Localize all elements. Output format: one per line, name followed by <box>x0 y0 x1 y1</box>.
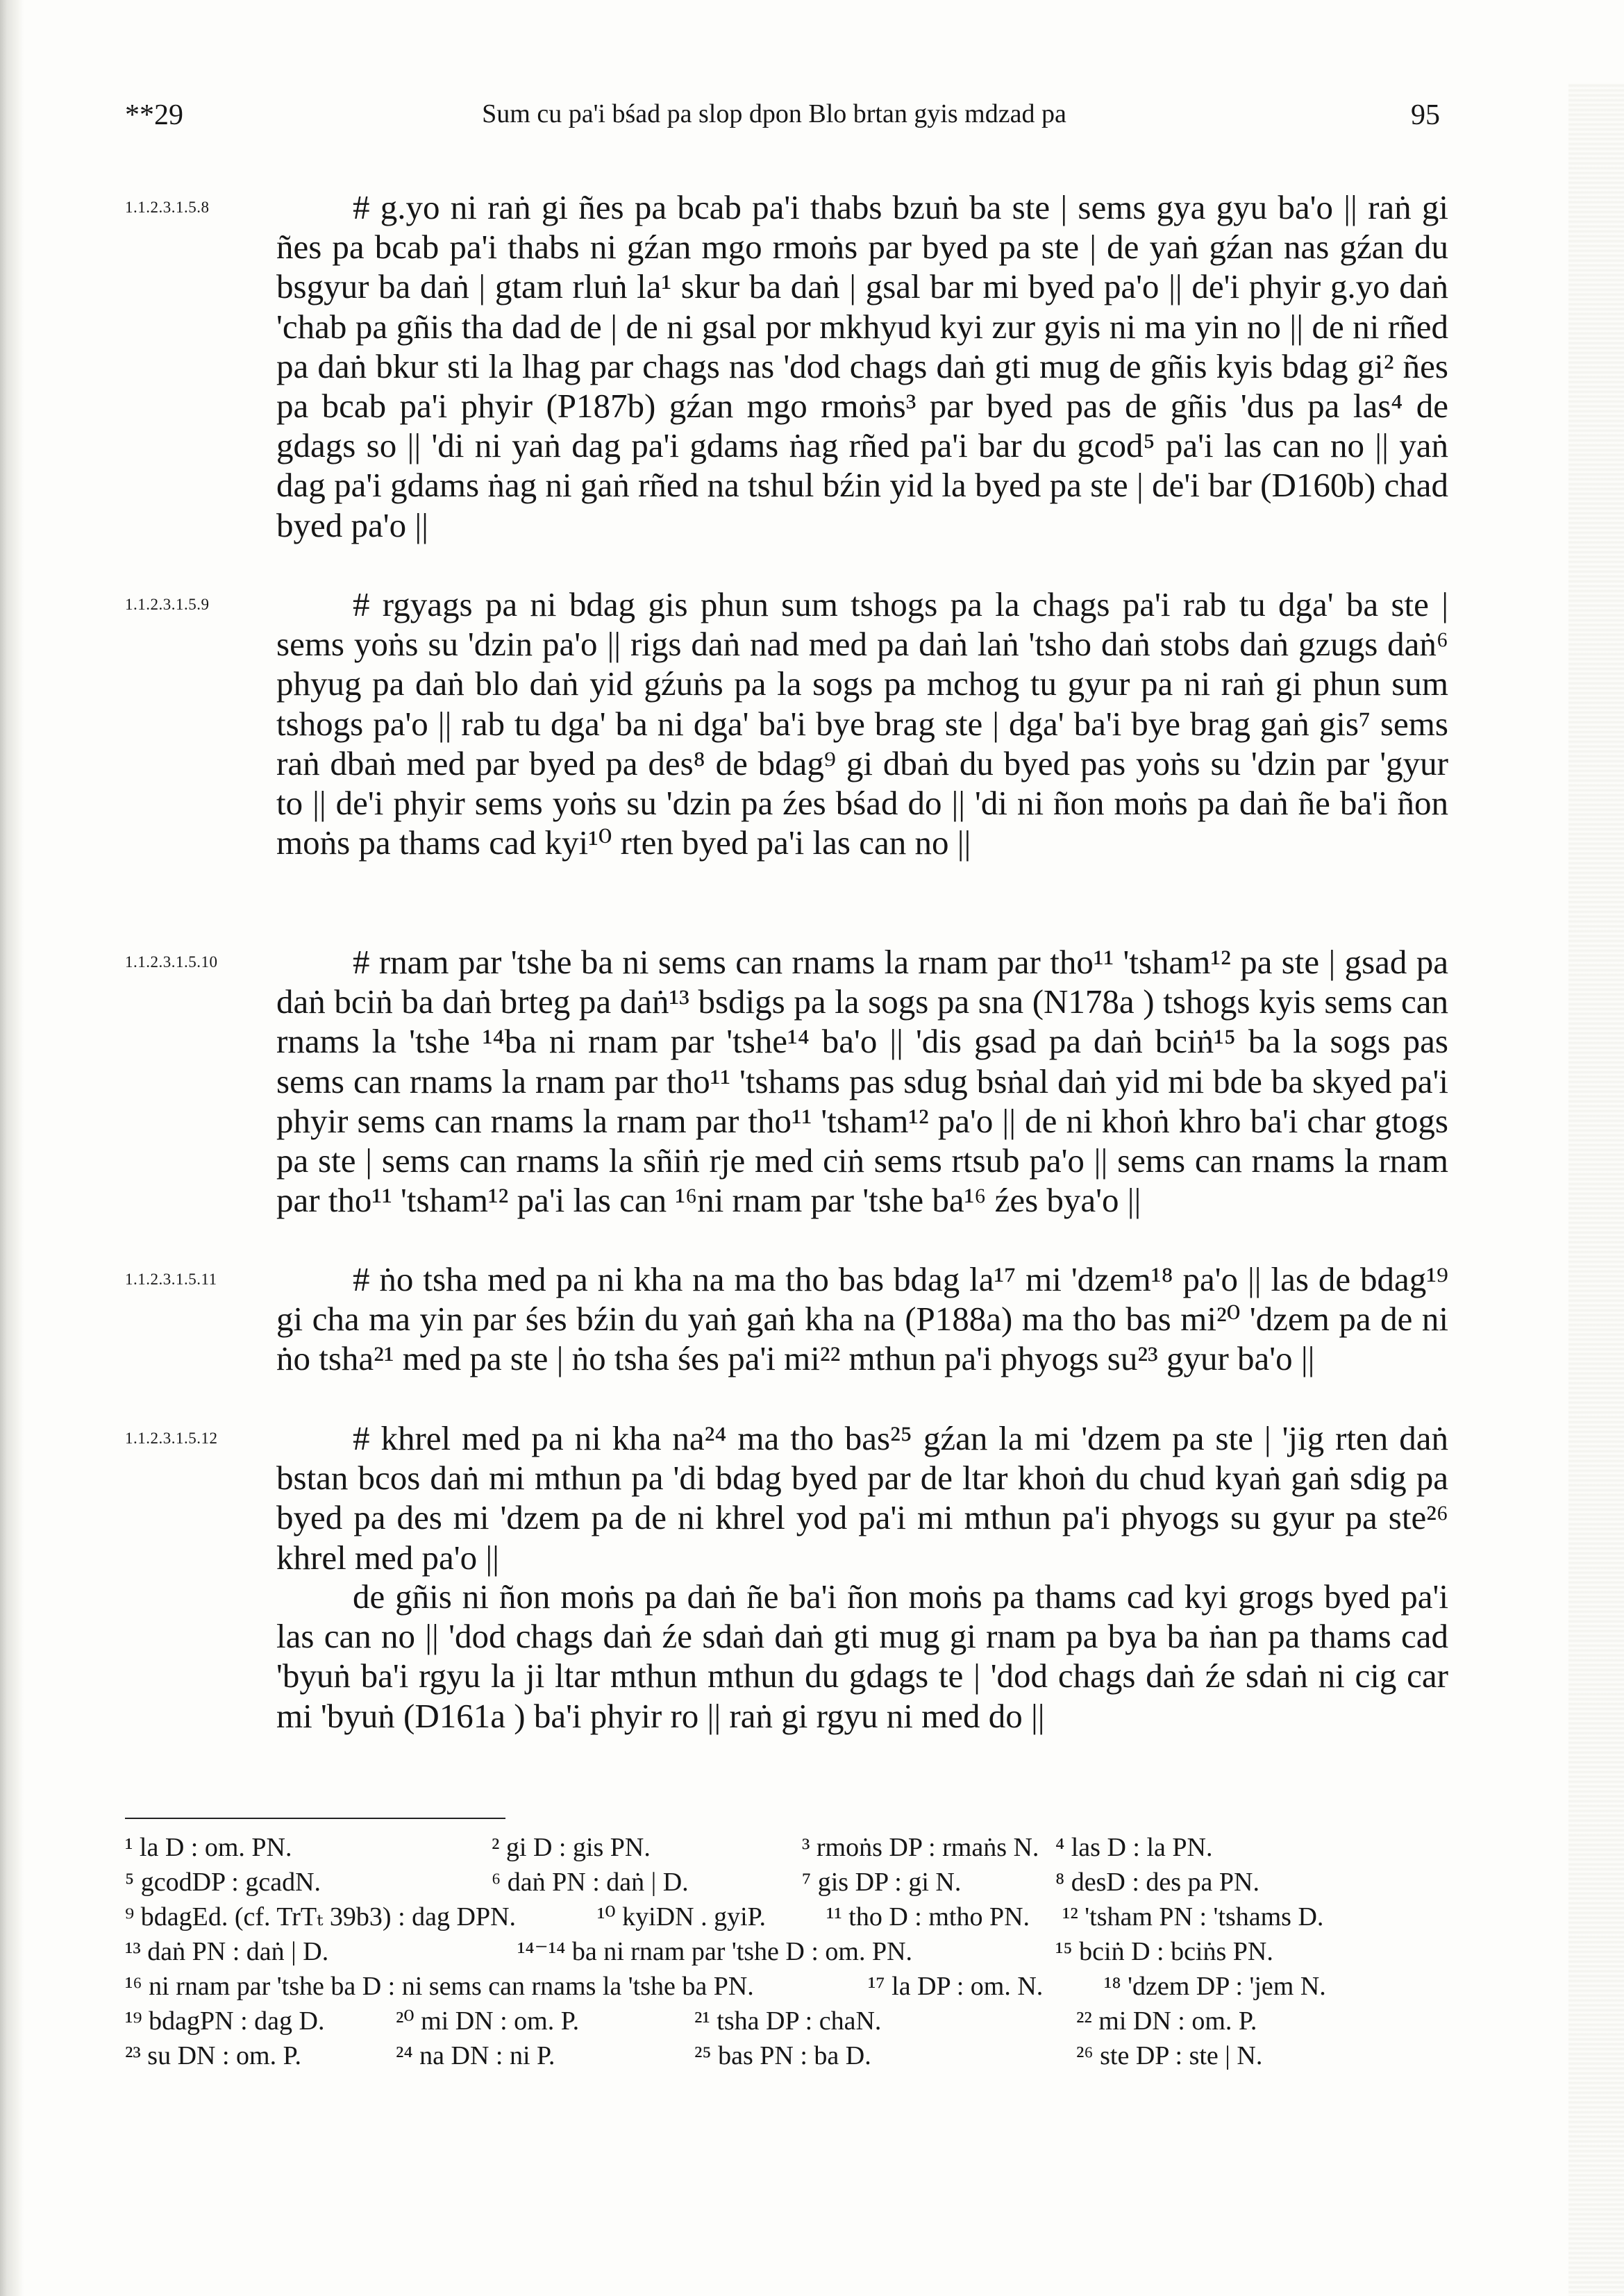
section-number: 1.1.2.3.1.5.8 <box>125 199 210 216</box>
paragraph-text: # g.yo ni raṅ gi ñes pa bcab pa'i thabs bzuṅ ba ste | sems gya gyu ba'o || raṅ gi ñes pa bcab pa'i thabs ni gźan mgo rmoṅs par byed pa ste | de yaṅ gźan nas gźan du bsgyur ba daṅ | gtam rluṅ la¹ skur ba daṅ | gsal bar mi byed pa'o || de'i phyir g.yo daṅ 'chab pa gñis tha dad de | de ni gsal por mkhyud kyi zur gyis ni ma yin no || de ni rñed pa daṅ bkur sti la lhag par chags nas 'dod chags daṅ gti mug de gñis kyis bdag gi² ñes pa bcab pa'i phyir (P187b) gźan mgo rmoṅs³ par byed pas de gñis 'dus pa las⁴ de gdags so || 'di ni yaṅ dag pa'i gdams ṅag rñed pa'i bar du gcod⁵ pa'i las can no || yaṅ dag pa'i gdams ṅag ni gaṅ rñed na tshul bźin yid la byed pa ste | de'i bar (D160b) chad byed pa'o || <box>276 188 1448 544</box>
section-paragraph <box>276 942 1448 1220</box>
footnotes <box>125 1830 1437 2073</box>
paragraph-text: # rnam par 'tshe ba ni sems can rnams la rnam par tho¹¹ 'tsham¹² pa ste | gsad pa daṅ bciṅ ba daṅ brteg pa daṅ¹³ bsdigs pa la sogs pa sna (N178a ) tshogs kyis sems can rnams la 'tshe ¹⁴ba ni rnam par 'tshe¹⁴ ba'o || 'dis gsad pa daṅ bciṅ¹⁵ ba la sogs pas sems can rnams la rnam par tho¹¹ 'tshams pas sdug bsṅal daṅ yid mi bde ba skyed pa'i phyir sems can rnams la rnam par tho¹¹ 'tsham¹² pa'o || de ni khoṅ khro ba'i char gtogs pa ste | sems can rnams la sñiṅ rje med ciṅ sems rtsub pa'o || sems can rnams la rnam par tho¹¹ 'tsham¹² pa'i las can ¹⁶ni rnam par 'tshe ba¹⁶ źes bya'o || <box>276 943 1448 1220</box>
footnote: ¹³ daṅ PN : daṅ | D. <box>125 1937 329 1966</box>
paragraph-text: # rgyags pa ni bdag gis phun sum tshogs pa la chags pa'i rab tu dga' ba ste | sems yoṅs su 'dzin pa'o || rigs daṅ nad med pa daṅ laṅ 'tsho daṅ stobs daṅ gzugs daṅ⁶ phyug pa daṅ blo daṅ yid gźuṅs pa la sogs pa mchog tu gyur pa ni raṅ gi phun sum tshogs pa'o || rab tu dga' ba ni dga' ba'i bye brag ste | dga' ba'i bye brag gaṅ gis⁷ sems raṅ dbaṅ med par byed pa des⁸ de bdag⁹ gi dbaṅ du byed pas yoṅs su 'dzin par 'gyur to || de'i phyir sems yoṅs su 'dzin pa źes bśad do || 'di ni ñon moṅs pa daṅ ñe ba'i ñon moṅs pa thams cad kyi¹⁰ rten byed pa'i las can no || <box>276 585 1448 862</box>
footnote: ¹² 'tsham PN : 'tshams D. <box>1062 1902 1324 1932</box>
section-number: 1.1.2.3.1.5.10 <box>125 953 218 971</box>
footnote: ¹¹ tho D : mtho PN. <box>826 1902 1030 1932</box>
footnote: ¹⁴⁻¹⁴ ba ni rnam par 'tshe D : om. PN. <box>517 1937 913 1966</box>
footnote: ¹⁸ 'dzem DP : 'jem N. <box>1104 1972 1326 2001</box>
footnote: ⁷ gis DP : gi N. <box>802 1868 962 1897</box>
section-paragraph <box>276 585 1448 862</box>
footnote: ¹⁶ ni rnam par 'tshe ba D : ni sems can rnams la 'tshe ba PN. <box>125 1972 754 2001</box>
folio-marker: **29 <box>125 99 183 131</box>
footnote: ³ rmoṅs DP : rmaṅs N. <box>802 1833 1039 1862</box>
footnote-row <box>125 1969 1437 2004</box>
section-number: 1.1.2.3.1.5.12 <box>125 1430 218 1447</box>
scan-right-edge <box>1568 83 1624 2296</box>
footnote-row <box>125 1865 1437 1900</box>
footnote-row <box>125 1934 1437 1969</box>
footnote-rule <box>125 1818 505 1819</box>
section-paragraph <box>276 187 1448 545</box>
footnote-row <box>125 2038 1437 2073</box>
closing-paragraph <box>276 1577 1448 1736</box>
page-number: 95 <box>1411 99 1440 131</box>
footnote: ⁵ gcodDP : gcadN. <box>125 1868 321 1897</box>
footnote: ²¹ tsha DP : chaN. <box>694 2006 882 2036</box>
footnote: ²⁰ mi DN : om. P. <box>396 2006 580 2036</box>
section-number: 1.1.2.3.1.5.9 <box>125 596 210 613</box>
footnote: ²⁶ ste DP : ste | N. <box>1076 2041 1263 2070</box>
footnote: ²⁴ na DN : ni P. <box>396 2041 555 2070</box>
section-number: 1.1.2.3.1.5.11 <box>125 1271 217 1288</box>
section-paragraph <box>276 1259 1448 1379</box>
footnote-row <box>125 1830 1437 1865</box>
footnote: ⁶ daṅ PN : daṅ | D. <box>492 1868 689 1897</box>
footnote: ¹ la D : om. PN. <box>125 1833 292 1862</box>
footnote: ⁹ bdagEd. (cf. TrTₜ 39b3) : dag DPN. <box>125 1902 517 1932</box>
footnote: ²⁵ bas PN : ba D. <box>694 2041 871 2070</box>
footnote: ² gi D : gis PN. <box>492 1833 651 1862</box>
footnote-row <box>125 1900 1437 1934</box>
footnote-row <box>125 2004 1437 2038</box>
footnote: ²² mi DN : om. P. <box>1076 2006 1257 2036</box>
section-paragraph <box>276 1418 1448 1577</box>
footnote: ⁴ las D : la PN. <box>1055 1833 1213 1862</box>
footnote: ¹⁹ bdagPN : dag D. <box>125 2006 325 2036</box>
footnote: ²³ su DN : om. P. <box>125 2041 301 2070</box>
footnote: ⁸ desD : des pa PN. <box>1055 1868 1259 1897</box>
running-title: Sum cu pa'i bśad pa slop dpon Blo brtan gyis mdzad pa <box>482 99 1066 128</box>
scan-left-edge <box>0 0 24 2296</box>
footnote: ¹⁵ bciṅ D : bciṅs PN. <box>1055 1937 1273 1966</box>
paragraph-text: # ṅo tsha med pa ni kha na ma tho bas bdag la¹⁷ mi 'dzem¹⁸ pa'o || las de bdag¹⁹ gi cha ma yin par śes bźin du yaṅ gaṅ kha na (P188a) ma tho bas mi²⁰ 'dzem pa de ni ṅo tsha²¹ med pa ste | ṅo tsha śes pa'i mi²² mthun pa'i phyogs su²³ gyur ba'o || <box>276 1260 1448 1378</box>
footnote: ¹⁷ la DP : om. N. <box>868 1972 1044 2001</box>
paragraph-text: # khrel med pa ni kha na²⁴ ma tho bas²⁵ gźan la mi 'dzem pa ste | 'jig rten daṅ bstan bcos daṅ mi mthun pa 'di bdag byed par de ltar khoṅ du chud kyaṅ gaṅ sdig pa byed pa des mi 'dzem pa de ni khrel yod pa'i mi mthun pa'i phyogs su gyur pa ste²⁶ khrel med pa'o || <box>276 1419 1448 1577</box>
footnote: ¹⁰ kyiDN . gyiP. <box>597 1902 767 1932</box>
paragraph-text: de gñis ni ñon moṅs pa daṅ ñe ba'i ñon moṅs pa thams cad kyi grogs byed pa'i las can no || 'dod chags daṅ źe sdaṅ daṅ gti mug gi rnam pa bya ba ṅan pa thams cad 'byuṅ ba'i rgyu la ji ltar mthun mthun du gdags te | 'dod chags daṅ źe sdaṅ ni cig car mi 'byuṅ (D161a ) ba'i phyir ro || raṅ gi rgyu ni med do || <box>276 1577 1448 1735</box>
